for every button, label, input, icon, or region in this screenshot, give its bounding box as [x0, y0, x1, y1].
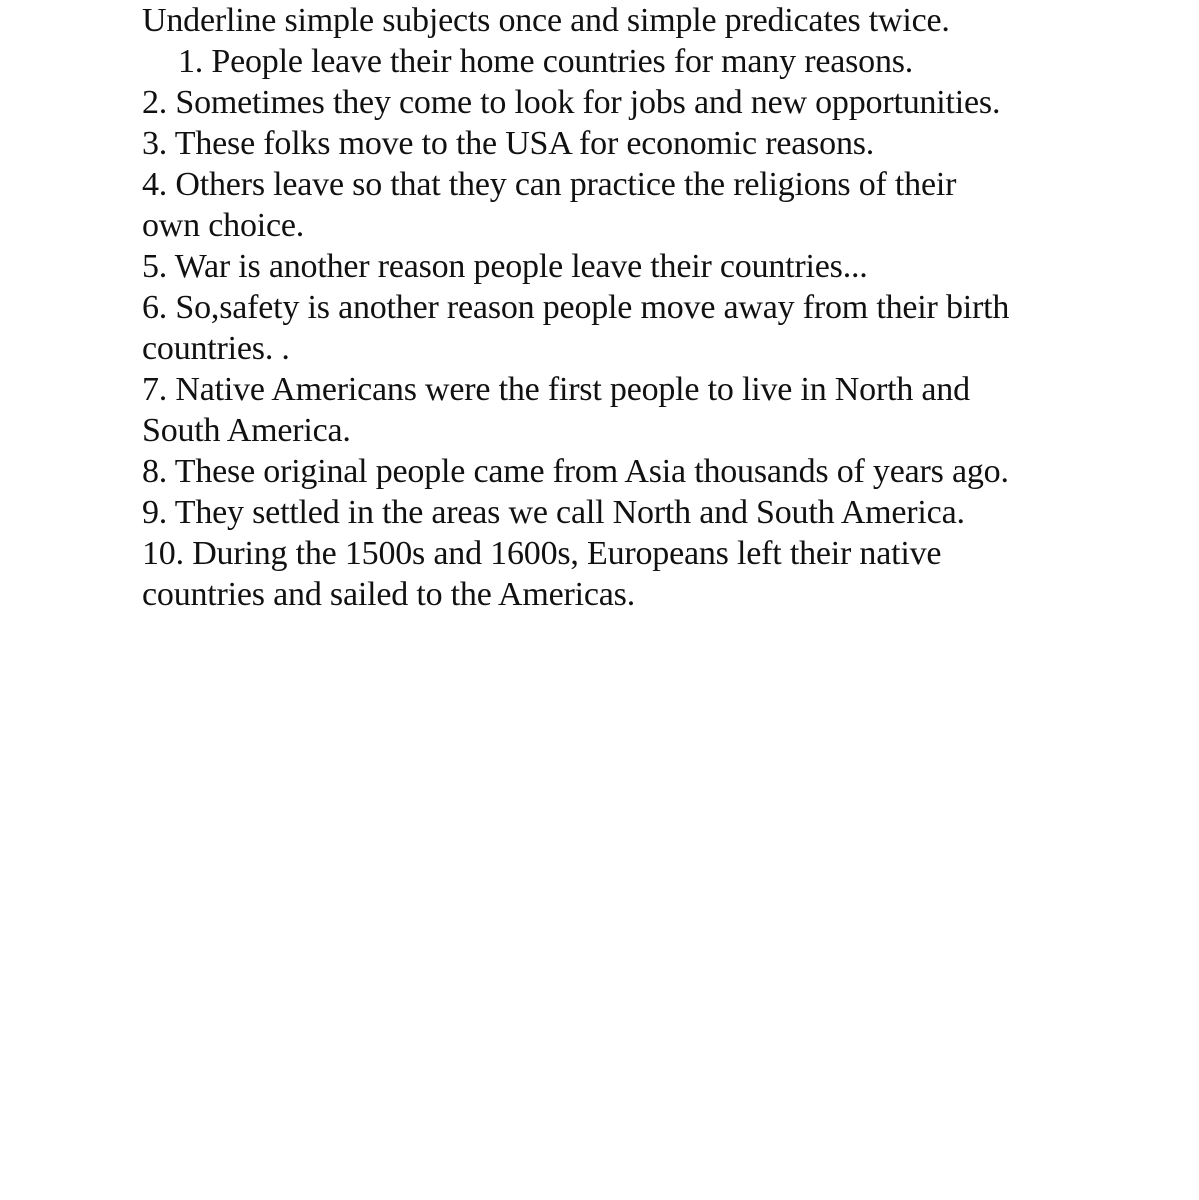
document-body: [142, 0, 1082, 615]
sentence-10-line-1: 10. During the 1500s and 1600s, Europeans left their native: [142, 535, 942, 572]
sentence-2: 2. Sometimes they come to look for jobs and new opportunities.: [142, 84, 1001, 121]
sentence-9: 9. They settled in the areas we call North and South America.: [142, 494, 965, 531]
sentence-6-line-2: countries. .: [142, 330, 290, 367]
sentence-1: 1. People leave their home countries for many reasons.: [178, 43, 914, 80]
instruction-text: Underline simple subjects once and simple predicates twice.: [142, 2, 950, 39]
sentence-5: 5. War is another reason people leave their countries...: [142, 248, 868, 285]
sentence-7-line-2: South America.: [142, 412, 351, 449]
sentence-6-line-1: 6. So,safety is another reason people move away from their birth: [142, 289, 1010, 326]
sentence-10-line-2: countries and sailed to the Americas.: [142, 576, 636, 613]
sentence-4-line-1: 4. Others leave so that they can practice the religions of their: [142, 166, 957, 203]
sentence-4-line-2: own choice.: [142, 207, 305, 244]
sentence-8: 8. These original people came from Asia thousands of years ago.: [142, 453, 1009, 490]
sentence-3: 3. These folks move to the USA for economic reasons.: [142, 125, 875, 162]
sentence-7-line-1: 7. Native Americans were the first people to live in North and: [142, 371, 970, 408]
